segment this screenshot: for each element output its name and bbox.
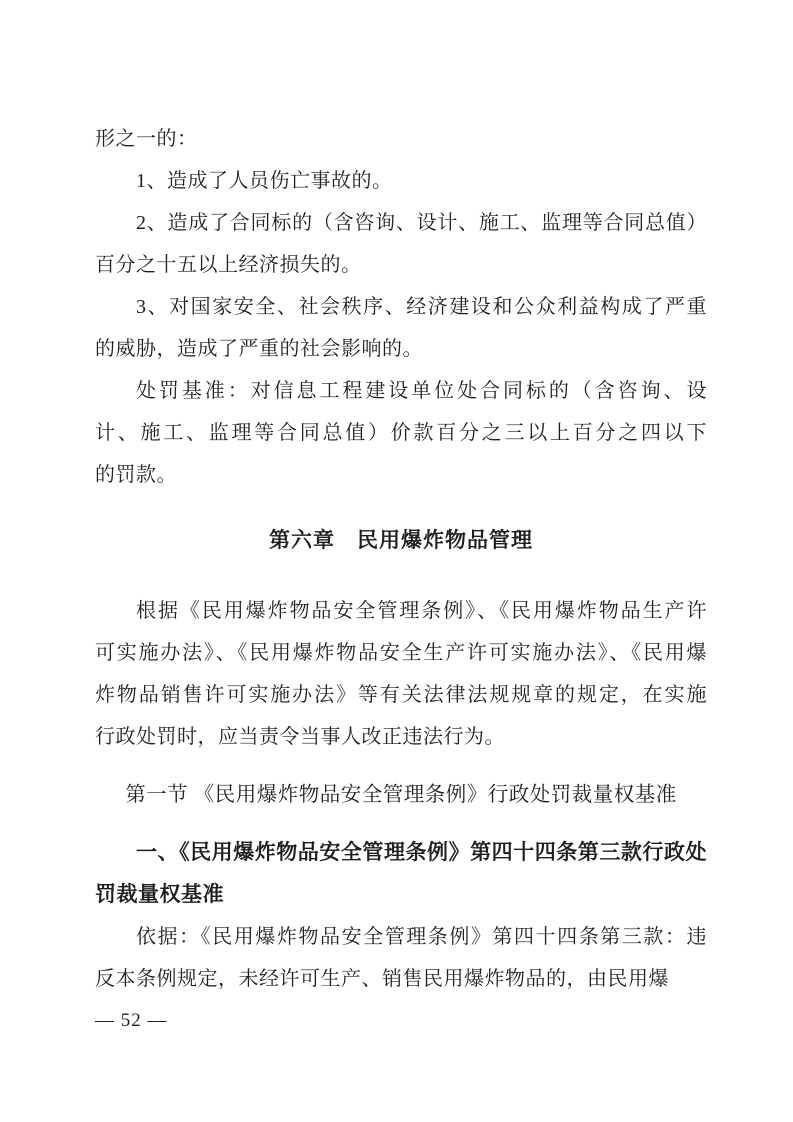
para-legal-basis (95, 916, 707, 1000)
para-list-item-3 (95, 286, 707, 370)
para-list-item-2 (95, 202, 707, 286)
subsection-heading (95, 832, 707, 916)
text-line: 依据：《民用爆炸物品安全管理条例》第四十四条第三款：违 (136, 926, 707, 948)
text-line: 的威胁，造成了严重的社会影响的。 (95, 338, 423, 360)
text-line: 计、施工、监理等合同总值）价款百分之三以上百分之四以下 (95, 422, 707, 444)
para-chapter-intro (95, 590, 707, 758)
text-line: 行政处罚时，应当责令当事人改正违法行为。 (95, 726, 505, 748)
para-penalty-basis (95, 370, 707, 496)
para-list-item-1 (95, 160, 707, 202)
text-line: 形之一的： (95, 128, 198, 150)
page-number: — 52 — (95, 1010, 168, 1031)
text-line: 炸物品销售许可实施办法》等有关法律法规规章的规定，在实施 (95, 684, 707, 706)
para-continuation (95, 118, 707, 160)
text-line: 罚裁量权基准 (95, 883, 224, 906)
section-heading: 第一节 《民用爆炸物品安全管理条例》行政处罚裁量权基准 (125, 784, 677, 806)
text-line: 处罚基准：对信息工程建设单位处合同标的（含咨询、设 (136, 380, 707, 402)
text-line: 3、对国家安全、社会秩序、经济建设和公众利益构成了严重 (136, 296, 707, 318)
page-content (95, 118, 707, 1000)
text-line: 一、《民用爆炸物品安全管理条例》第四十四条第三款行政处 (136, 841, 707, 864)
text-line: 百分之十五以上经济损失的。 (95, 254, 362, 276)
text-line: 2、造成了合同标的（含咨询、设计、施工、监理等合同总值） (136, 212, 707, 234)
chapter-heading: 第六章 民用爆炸物品管理 (269, 529, 533, 552)
text-line: 根据《民用爆炸物品安全管理条例》、《民用爆炸物品生产许 (136, 600, 707, 622)
text-line: 可实施办法》、《民用爆炸物品安全生产许可实施办法》、《民用爆 (95, 642, 707, 664)
text-line: 的罚款。 (95, 464, 177, 486)
text-line: 1、造成了人员伤亡事故的。 (136, 170, 393, 192)
text-line: 反本条例规定，未经许可生产、销售民用爆炸物品的，由民用爆 (95, 968, 669, 990)
